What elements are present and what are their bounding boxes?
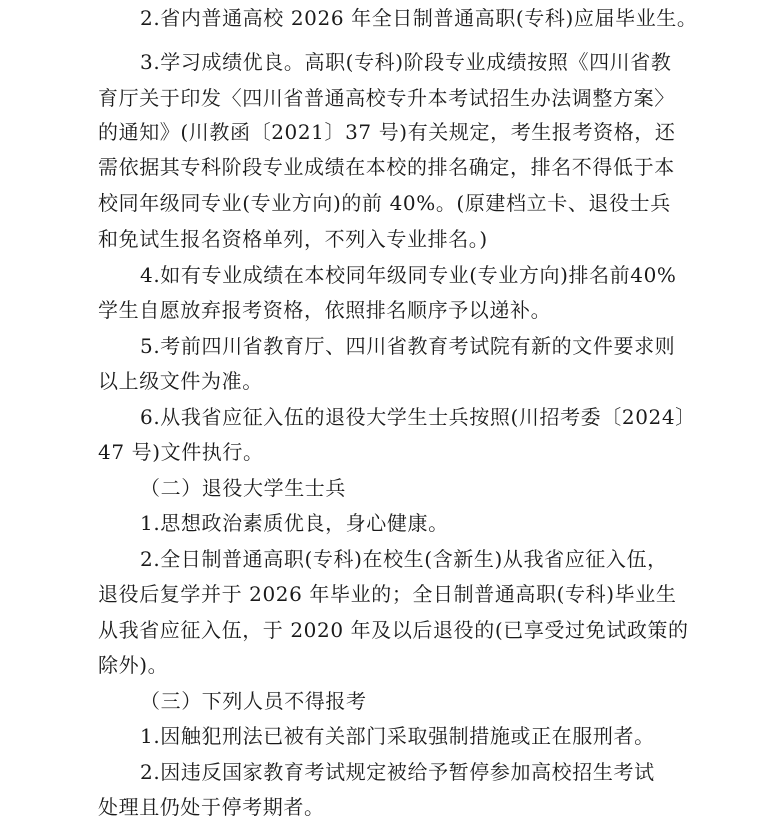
text-line: 除外)。 (98, 653, 169, 677)
text-line: 退役后复学并于 2026 年毕业的；全日制普通高职(专科)毕业生 (98, 582, 677, 606)
text-line: 4.如有专业成绩在本校同年级同专业(专业方向)排名前40% (140, 263, 677, 287)
text-line: 2.全日制普通高职(专科)在校生(含新生)从我省应征入伍， (140, 547, 668, 571)
text-line: 2.省内普通高校 2026 年全日制普通高职(专科)应届毕业生。 (140, 6, 698, 30)
section-heading: （二）退役大学生士兵 (140, 476, 346, 500)
text-line: 学生自愿放弃报考资格，依照排名顺序予以递补。 (98, 298, 552, 322)
text-line: 6.从我省应征入伍的退役大学生士兵按照(川招考委〔2024〕 (140, 405, 696, 429)
text-line: 47 号)文件执行。 (98, 440, 264, 464)
text-line: 以上级文件为准。 (98, 369, 263, 393)
text-line: 和免试生报名资格单列，不列入专业排名。) (98, 227, 488, 251)
text-line: 2.因违反国家教育考试规定被给予暂停参加高校招生考试 (140, 760, 655, 784)
section-heading: （三）下列人员不得报考 (140, 689, 367, 713)
text-line: 1.因触犯刑法已被有关部门采取强制措施或正在服刑者。 (140, 724, 655, 748)
text-line: 处理且仍处于停考期者。 (98, 795, 325, 819)
text-line: 从我省应征入伍，于 2020 年及以后退役的(已享受过免试政策的 (98, 618, 689, 642)
text-line: 5.考前四川省教育厅、四川省教育考试院有新的文件要求则 (140, 334, 676, 358)
text-line: 校同年级同专业(专业方向)的前 40%。(原建档立卡、退役士兵 (98, 191, 671, 215)
text-line: 1.思想政治素质优良，身心健康。 (140, 511, 449, 535)
text-line: 3.学习成绩优良。高职(专科)阶段专业成绩按照《四川省教 (140, 50, 672, 74)
text-line: 的通知》(川教函〔2021〕37 号)有关规定，考生报考资格，还 (98, 120, 676, 144)
text-line: 需依据其专科阶段专业成绩在本校的排名确定，排名不得低于本 (98, 155, 675, 179)
text-line: 育厅关于印发〈四川省普通高校专升本考试招生办法调整方案〉 (98, 86, 675, 110)
